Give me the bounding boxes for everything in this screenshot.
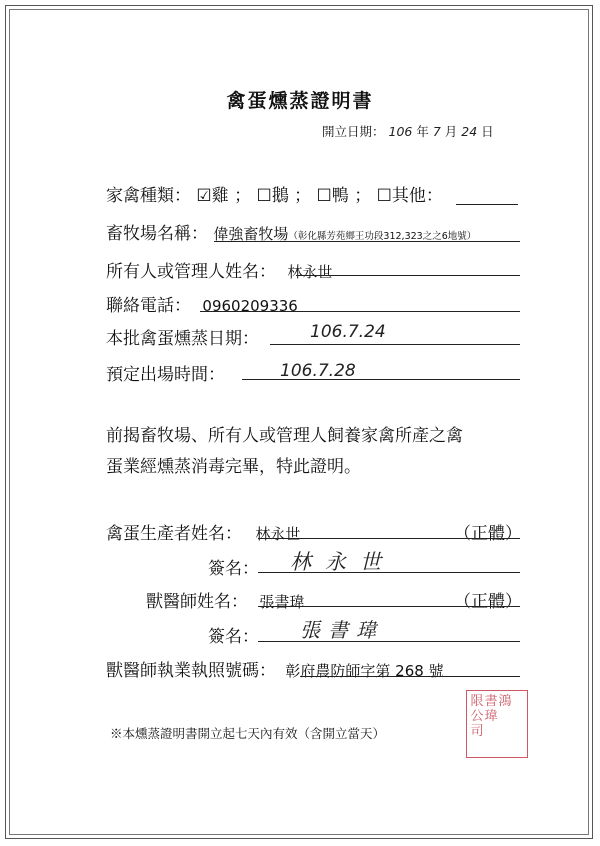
exit-time-value: 106.7.28: [280, 361, 356, 381]
poultry-option-goose: ☐鵝: [256, 186, 289, 206]
statement-line-2: 蛋業經燻蒸消毒完畢，特此證明。: [106, 457, 361, 477]
issue-date-label: 開立日期：: [322, 124, 385, 139]
producer-signature: 林永世: [290, 550, 395, 574]
issue-date-month-unit: 月: [444, 124, 458, 139]
vet-signature: 張書瑋: [300, 618, 384, 642]
poultry-option-chicken: ☑雞: [196, 186, 229, 206]
license-row: [106, 656, 444, 681]
vet-value: 張書瑋: [259, 593, 305, 611]
issue-date-year: 106: [388, 124, 413, 139]
poultry-option-other: ☐其他：: [376, 186, 443, 206]
producer-label: 禽蛋生產者姓名：: [106, 524, 242, 544]
exit-time-label: 預定出場時間：: [106, 365, 225, 385]
producer-row: [106, 519, 300, 544]
owner-value: 林永世: [287, 263, 333, 281]
phone-value: 0960209336: [202, 297, 298, 315]
vet-sign-label: 簽名：: [208, 627, 259, 647]
phone-underline: [200, 311, 520, 312]
farm-name-value: 偉強畜牧場: [213, 225, 289, 243]
vet-row: [146, 587, 304, 612]
fumigation-date-row: [106, 324, 259, 349]
issue-date-day: 24: [461, 124, 478, 139]
owner-label: 所有人或管理人姓名：: [106, 262, 276, 282]
license-label: 獸醫師執業執照號碼：: [106, 661, 276, 681]
issue-date-year-unit: 年: [416, 124, 429, 139]
issue-date: [322, 122, 494, 140]
producer-suffix: （正體）: [454, 524, 522, 544]
fumigation-date-value: 106.7.24: [310, 322, 386, 342]
farm-address: （彰化縣芳苑鄉王功段312,323之之6地號）: [288, 231, 477, 242]
phone-label: 聯絡電話：: [106, 296, 191, 316]
vet-label: 獸醫師姓名：: [146, 592, 248, 612]
owner-underline: [296, 275, 520, 276]
statement-line-1: 前揭畜牧場、所有人或管理人飼養家禽所產之禽: [106, 426, 463, 446]
poultry-type-label: 家禽種類：: [106, 186, 191, 206]
license-value: 彰府農防師字第 268 號: [285, 662, 444, 680]
other-underline: [456, 204, 518, 205]
checked-box-icon: ☑: [196, 186, 212, 206]
checkbox-icon: ☐: [256, 186, 272, 206]
exit-time-underline: [242, 379, 520, 380]
farm-name-label: 畜牧場名稱：: [106, 224, 208, 244]
producer-underline: [258, 538, 520, 539]
validity-note: ※本燻蒸證明書開立起七天內有效（含開立當天）: [110, 726, 386, 741]
fumigation-date-label: 本批禽蛋燻蒸日期：: [106, 329, 259, 349]
poultry-type-row: 家禽種類： ☑雞 ； ☐鵝 ； ☐鴨 ； ☐其他：: [106, 186, 443, 206]
farm-name-underline: [214, 241, 520, 242]
vet-suffix: （正體）: [454, 592, 522, 612]
owner-row: [106, 257, 332, 282]
producer-value: 林永世: [255, 525, 301, 543]
phone-row: [106, 291, 298, 316]
poultry-option-duck: ☐鴨: [316, 186, 349, 206]
checkbox-icon: ☐: [376, 186, 392, 206]
checkbox-icon: ☐: [316, 186, 332, 206]
vet-sign-underline: [258, 641, 520, 642]
vet-underline: [258, 606, 520, 607]
issue-date-month: 7: [432, 124, 441, 139]
license-underline: [300, 676, 520, 677]
producer-sign-label: 簽名：: [208, 559, 259, 579]
fumigation-date-underline: [270, 344, 520, 345]
document-title: 禽蛋燻蒸證明書: [226, 90, 374, 112]
exit-time-row: [106, 360, 225, 385]
company-seal-stamp: 限書鴻 公瑋 司: [466, 690, 528, 758]
producer-sign-underline: [258, 572, 520, 573]
issue-date-day-unit: 日: [481, 124, 494, 139]
